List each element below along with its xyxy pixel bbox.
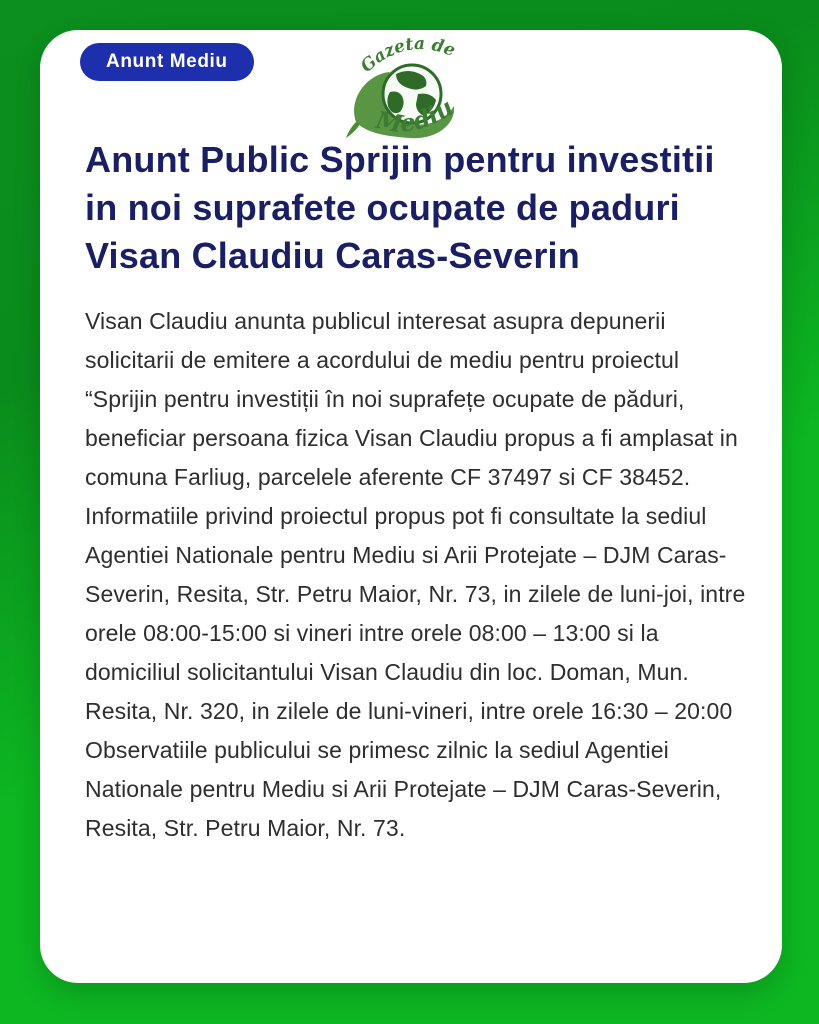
logo-arc-bottom-text: Mediu [373,92,459,139]
announcement-body: Visan Claudiu anunta publicul interesat asupra depunerii solicitarii de emitere a acordului de mediu pentru proiectul “Sprijin pentru investiții în noi suprafețe ocupate de păduri, beneficiar persoana fizica Visan Claudiu propus a fi amplasat in comuna Farliug, parcelele aferente CF 37497 si CF 38452. Informatiile privind proiectul propus pot fi consultate la sediul Agentiei Nationale pentru Mediu si Arii Protejate – DJM Caras-Severin, Resita, Str. Petru Maior, Nr. 73, in zilele de luni-joi, intre orele 08:00-15:00 si vineri intre orele 08:00 – 13:00 si la domiciliul solicitantului Visan Claudiu din loc. Doman, Mun. Resita, Nr. 320, in zilele de luni-vineri, intre orele 16:30 – 20:00 Observatiile publicului se primesc zilnic la sediul Agentiei Nationale pentru Mediu si Arii Protejate – DJM Caras-Severin, Resita, Str. Petru Maior, Nr. 73. [85,308,746,841]
logo-arc-top-text: Gazeta de [356,34,458,77]
announcement-title: Anunt Public Sprijin pentru investitii in noi suprafete ocupate de paduri Visan Claudiu Caras-Severin [85,139,715,276]
category-badge-label: Anunt Mediu [106,51,228,72]
announcement-card [40,30,782,983]
category-badge[interactable] [80,43,254,81]
gazeta-de-mediu-logo [338,30,483,142]
globe-leaf-logo-icon [338,30,483,142]
